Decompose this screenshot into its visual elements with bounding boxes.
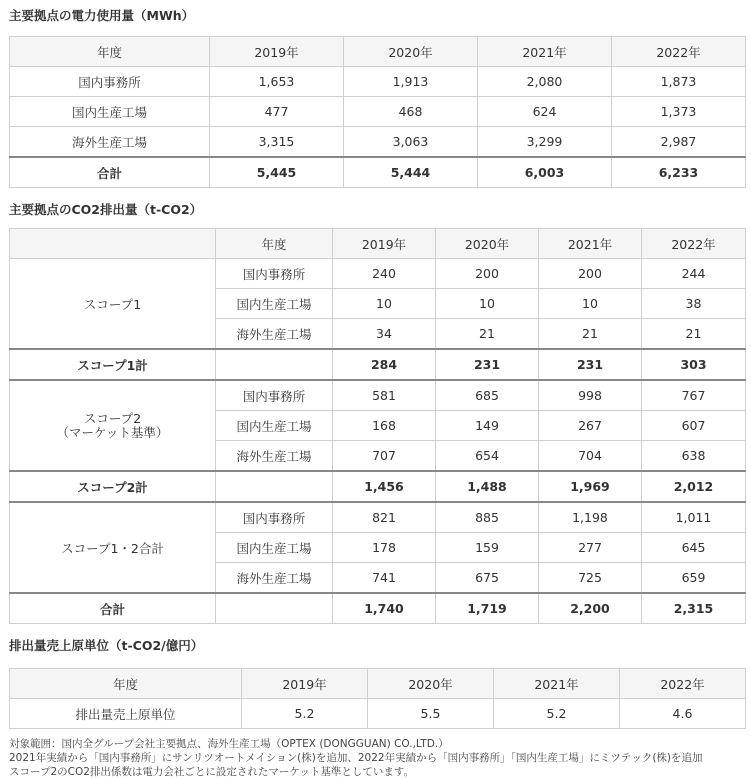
- cell: 607: [642, 411, 746, 441]
- total-cell: 6,003: [478, 157, 612, 188]
- table-row: [10, 699, 746, 729]
- cell: 38: [642, 289, 746, 319]
- row-label: 国内事務所: [216, 259, 333, 289]
- cell: 21: [539, 319, 642, 350]
- row-label: 国内生産工場: [10, 97, 210, 127]
- cell: 267: [539, 411, 642, 441]
- note-line: 対象範囲：国内全グループ会社主要拠点、海外生産工場（OPTEX (DONGGUAN) CO.,LTD.）: [9, 738, 449, 750]
- cell: 200: [436, 259, 539, 289]
- header-cell: 2022年: [642, 229, 746, 259]
- subtotal-cell: 2,012: [642, 471, 746, 502]
- cell: 2,987: [612, 127, 746, 158]
- cell: 725: [539, 563, 642, 594]
- total-cell: 5,444: [344, 157, 478, 188]
- page: [0, 6, 751, 779]
- row-label: 排出量売上原単位: [10, 699, 242, 729]
- total-cell: 2,200: [539, 593, 642, 624]
- total-label: 合計: [10, 157, 210, 188]
- power-header-row: [10, 37, 746, 67]
- header-cell: 2019年: [242, 669, 368, 699]
- cell: 178: [333, 533, 436, 563]
- subtotal-row: [10, 349, 746, 380]
- total-cell: 2,315: [642, 593, 746, 624]
- cell: 468: [344, 97, 478, 127]
- table-row: [10, 259, 746, 289]
- row-label: 国内生産工場: [216, 411, 333, 441]
- cell: 638: [642, 441, 746, 472]
- row-label: 海外生産工場: [216, 319, 333, 350]
- table-row: [10, 502, 746, 533]
- subtotal-cell: 284: [333, 349, 436, 380]
- cell: 885: [436, 502, 539, 533]
- row-label: 海外生産工場: [216, 563, 333, 594]
- header-cell: 2021年: [478, 37, 612, 67]
- subtotal-label: スコープ2計: [10, 471, 216, 502]
- header-cell: 2021年: [494, 669, 620, 699]
- empty-cell: [216, 349, 333, 380]
- row-label: 国内事務所: [216, 502, 333, 533]
- header-cell: 2020年: [368, 669, 494, 699]
- empty-cell: [216, 471, 333, 502]
- header-cell: 年度: [216, 229, 333, 259]
- cell: 675: [436, 563, 539, 594]
- total-cell: 6,233: [612, 157, 746, 188]
- total-row: [10, 157, 746, 188]
- cell: 3,299: [478, 127, 612, 158]
- notes: [9, 737, 750, 779]
- cell: 244: [642, 259, 746, 289]
- row-label: 国内生産工場: [216, 533, 333, 563]
- empty-cell: [216, 593, 333, 624]
- subtotal-cell: 1,488: [436, 471, 539, 502]
- total-label: 合計: [10, 593, 216, 624]
- power-table: [9, 36, 746, 188]
- cell: 5.2: [242, 699, 368, 729]
- cell: 624: [478, 97, 612, 127]
- header-cell: 年度: [10, 37, 210, 67]
- row-label: 国内事務所: [10, 67, 210, 97]
- cell: 200: [539, 259, 642, 289]
- cell: 149: [436, 411, 539, 441]
- total-cell: 5,445: [210, 157, 344, 188]
- header-cell: 2020年: [344, 37, 478, 67]
- cell: 998: [539, 380, 642, 411]
- group-label: [10, 380, 216, 471]
- cell: 1,653: [210, 67, 344, 97]
- cell: 3,063: [344, 127, 478, 158]
- row-label: 国内事務所: [216, 380, 333, 411]
- note-line: 2021年実績から「国内事務所」にサンリツオートメイション(株)を追加、2022年実績から「国内事務所」「国内生産工場」にミツテック(株)を追加: [9, 752, 703, 764]
- cell: 4.6: [620, 699, 746, 729]
- power-title: 主要拠点の電力使用量（MWh）: [9, 8, 195, 23]
- note-line: スコープ2のCO2排出係数は電力会社ごとに設定されたマーケット基準としています。: [9, 766, 415, 778]
- cell: 240: [333, 259, 436, 289]
- cell: 10: [436, 289, 539, 319]
- subtotal-cell: 1,456: [333, 471, 436, 502]
- co2-title: 主要拠点のCO2排出量（t-CO2）: [9, 202, 203, 217]
- cell: 1,373: [612, 97, 746, 127]
- cell: 685: [436, 380, 539, 411]
- group-label: [10, 502, 216, 593]
- cell: 2,080: [478, 67, 612, 97]
- subtotal-cell: 1,969: [539, 471, 642, 502]
- cell: 1,873: [612, 67, 746, 97]
- cell: 277: [539, 533, 642, 563]
- co2-table: [9, 228, 746, 624]
- group-label-text: スコープ1・2合計: [61, 540, 164, 556]
- group-label-text: スコープ1: [83, 296, 142, 312]
- cell: 821: [333, 502, 436, 533]
- cell: 654: [436, 441, 539, 472]
- intensity-table: [9, 668, 746, 729]
- table-row: [10, 97, 746, 127]
- header-cell: 2019年: [333, 229, 436, 259]
- cell: 159: [436, 533, 539, 563]
- header-cell: [10, 229, 216, 259]
- header-cell: 2019年: [210, 37, 344, 67]
- cell: 168: [333, 411, 436, 441]
- cell: 477: [210, 97, 344, 127]
- group-label-subtext: （マーケット基準）: [56, 424, 169, 440]
- table-row: [10, 127, 746, 158]
- table-row: [10, 380, 746, 411]
- row-label: 国内生産工場: [216, 289, 333, 319]
- header-cell: 年度: [10, 669, 242, 699]
- cell: 34: [333, 319, 436, 350]
- cell: 21: [642, 319, 746, 350]
- cell: 1,198: [539, 502, 642, 533]
- cell: 767: [642, 380, 746, 411]
- header-cell: 2020年: [436, 229, 539, 259]
- header-cell: 2021年: [539, 229, 642, 259]
- cell: 707: [333, 441, 436, 472]
- header-cell: 2022年: [620, 669, 746, 699]
- cell: 1,913: [344, 67, 478, 97]
- total-cell: 1,719: [436, 593, 539, 624]
- total-cell: 1,740: [333, 593, 436, 624]
- subtotal-row: [10, 471, 746, 502]
- cell: 5.5: [368, 699, 494, 729]
- cell: 1,011: [642, 502, 746, 533]
- row-label: 海外生産工場: [10, 127, 210, 158]
- group-label-text: スコープ2: [83, 410, 142, 426]
- cell: 659: [642, 563, 746, 594]
- intensity-header-row: [10, 669, 746, 699]
- cell: 3,315: [210, 127, 344, 158]
- intensity-title: 排出量売上原単位（t-CO2/億円）: [9, 638, 204, 653]
- cell: 5.2: [494, 699, 620, 729]
- cell: 741: [333, 563, 436, 594]
- co2-header-row: [10, 229, 746, 259]
- cell: 704: [539, 441, 642, 472]
- subtotal-cell: 303: [642, 349, 746, 380]
- cell: 10: [539, 289, 642, 319]
- subtotal-cell: 231: [436, 349, 539, 380]
- cell: 581: [333, 380, 436, 411]
- table-row: [10, 67, 746, 97]
- subtotal-label: スコープ1計: [10, 349, 216, 380]
- cell: 10: [333, 289, 436, 319]
- group-label: [10, 259, 216, 350]
- row-label: 海外生産工場: [216, 441, 333, 472]
- cell: 645: [642, 533, 746, 563]
- header-cell: 2022年: [612, 37, 746, 67]
- cell: 21: [436, 319, 539, 350]
- subtotal-cell: 231: [539, 349, 642, 380]
- total-row: [10, 593, 746, 624]
